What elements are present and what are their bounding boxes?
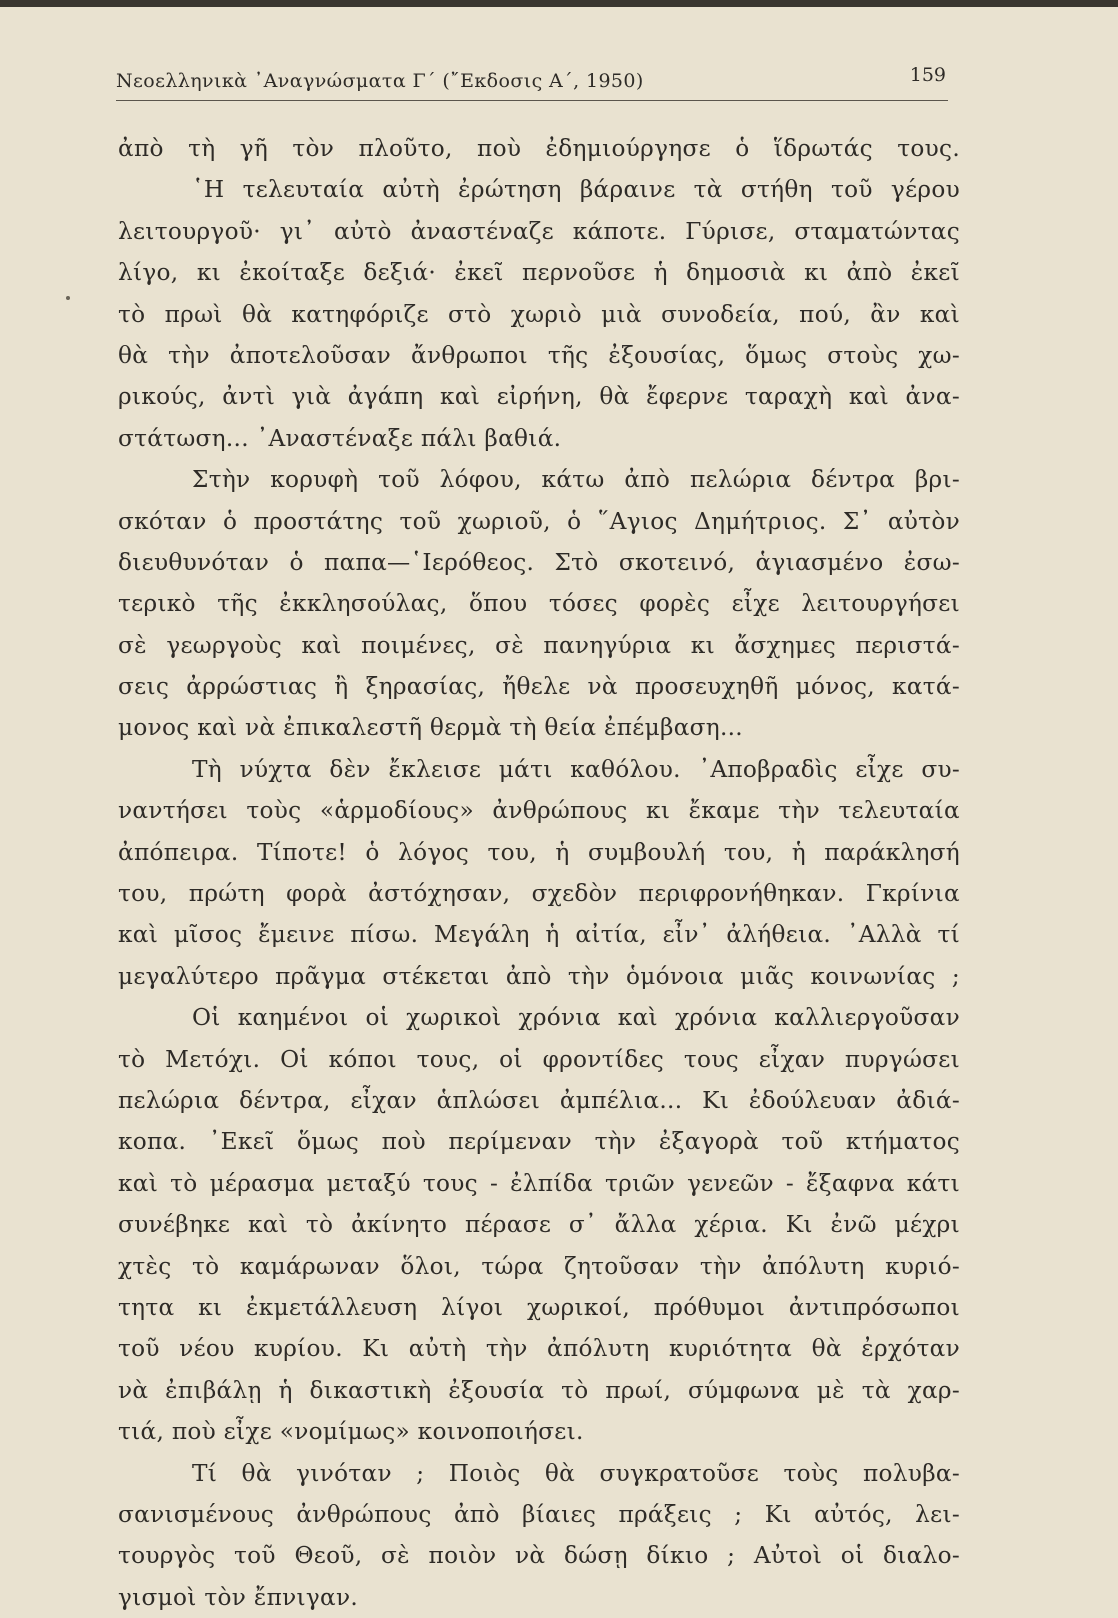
text-line: μονος καὶ νὰ ἐπικαλεστῆ θερμὰ τὴ θεία ἐπέμβαση... xyxy=(118,714,743,742)
text-line: ναντήσει τοὺς «ἁρμοδίους» ἀνθρώπους κι ἔκαμε τὴν τελευταία xyxy=(118,797,960,825)
text-line: Τί θὰ γινόταν ; Ποιὸς θὰ συγκρατοῦσε τοὺς πολυβα- xyxy=(192,1459,960,1487)
text-line: μεγαλύτερο πρᾶγμα στέκεται ἀπὸ τὴν ὁμόνοια μιᾶς κοινωνίας ; xyxy=(118,962,960,990)
text-line: λίγο, κι ἐκοίταξε δεξιά· ἐκεῖ περνοῦσε ἡ δημοσιὰ κι ἀπὸ ἐκεῖ xyxy=(118,259,960,287)
text-line: σανισμένους ἀνθρώπους ἀπὸ βίαιες πράξεις ; Κι αὐτός, λει- xyxy=(118,1500,960,1528)
header-rule xyxy=(116,100,948,101)
text-line: διευθυνόταν ὁ παπα—῾Ιερόθεος. Στὸ σκοτεινό, ἁγιασμένο ἐσω- xyxy=(118,548,960,576)
text-line: τητα κι ἐκμετάλλευση λίγοι χωρικοί, πρόθυμοι ἀντιπρόσωποι xyxy=(118,1293,960,1321)
text-line: ἀπὸ τὴ γῆ τὸν πλοῦτο, ποὺ ἐδημιούργησε ὁ ἵδρωτάς τους. xyxy=(118,135,960,162)
text-line: Τὴ νύχτα δὲν ἔκλεισε μάτι καθόλου. ᾿Αποβραδὶς εἶχε συ- xyxy=(192,755,960,783)
text-line: ῾Η τελευταία αὐτὴ ἐρώτηση βάραινε τὰ στήθη τοῦ γέρου xyxy=(192,176,960,204)
text-line: τερικὸ τῆς ἐκκλησούλας, ὅπου τόσες φορὲς εἶχε λειτουργήσει xyxy=(118,590,960,618)
text-line: κοπα. ᾿Εκεῖ ὅμως ποὺ περίμεναν τὴν ἐξαγορὰ τοῦ κτήματος xyxy=(118,1128,960,1156)
page-number: 159 xyxy=(909,64,946,86)
text-line: Οἱ καημένοι οἱ χωρικοὶ χρόνια καὶ χρόνια καλλιεργοῦσαν xyxy=(192,1004,960,1032)
text-line: τιά, ποὺ εἶχε «νομίμως» κοινοποιήσει. xyxy=(118,1418,584,1446)
text-line: καὶ τὸ μέρασμα μεταξύ τους - ἐλπίδα τριῶν γενεῶν - ἔξαφνα κάτι xyxy=(118,1169,960,1197)
margin-mark xyxy=(66,296,70,300)
text-line: πελώρια δέντρα, εἶχαν ἁπλώσει ἀμπέλια... Κι ἐδούλευαν ἀδιά- xyxy=(118,1086,960,1114)
text-line: σκόταν ὁ προστάτης τοῦ χωριοῦ, ὁ ῞Αγιος Δημήτριος. Σ᾿ αὐτὸν xyxy=(118,507,960,535)
page-header xyxy=(116,64,946,100)
text-line: νὰ ἐπιβάλῃ ἡ δικαστικὴ ἐξουσία τὸ πρωί, σύμφωνα μὲ τὰ χαρ- xyxy=(118,1376,960,1404)
text-line: λειτουργοῦ· γι᾿ αὐτὸ ἀναστέναζε κάποτε. Γύρισε, σταματώντας xyxy=(118,217,960,245)
text-line: καὶ μῖσος ἔμεινε πίσω. Μεγάλη ἡ αἰτία, εἶν᾿ ἀλήθεια. ᾿Αλλὰ τί xyxy=(118,921,960,949)
text-line: σὲ γεωργοὺς καὶ ποιμένες, σὲ πανηγύρια κι ἄσχημες περιστά- xyxy=(118,631,960,659)
text-line: του, πρώτη φορὰ ἀστόχησαν, σχεδὸν περιφρονήθηκαν. Γκρίνια xyxy=(118,880,960,908)
text-line: σεις ἀρρώστιας ἢ ξηρασίας, ἤθελε νὰ προσευχηθῆ μόνος, κατά- xyxy=(118,673,960,701)
text-line: τὸ πρωὶ θὰ κατηφόριζε στὸ χωριὸ μιὰ συνοδεία, πού, ἂν καὶ xyxy=(118,300,960,328)
body-text xyxy=(118,128,960,1618)
text-line: τὸ Μετόχι. Οἱ κόποι τους, οἱ φροντίδες τους εἶχαν πυργώσει xyxy=(118,1045,960,1073)
text-line: τοῦ νέου κυρίου. Κι αὐτὴ τὴν ἀπόλυτη κυριότητα θὰ ἐρχόταν xyxy=(118,1335,960,1363)
text-line: γισμοὶ τὸν ἔπνιγαν. xyxy=(118,1583,359,1611)
text-line: Στὴν κορυφὴ τοῦ λόφου, κάτω ἀπὸ πελώρια δέντρα βρι- xyxy=(192,466,960,494)
running-head: Νεοελληνικὰ ᾿Αναγνώσματα Γ΄ (῎Εκδοσις Α΄, 1950) xyxy=(116,70,644,92)
text-line: ἀπόπειρα. Τίποτε! ὁ λόγος του, ἡ συμβουλή του, ἡ παράκλησή xyxy=(118,838,960,866)
text-line: χτὲς τὸ καμάρωναν ὅλοι, τώρα ζητοῦσαν τὴν ἀπόλυτη κυριό- xyxy=(118,1252,960,1280)
text-line: στάτωση... ᾿Αναστέναξε πάλι βαθιά. xyxy=(118,424,562,452)
text-line: τουργὸς τοῦ Θεοῦ, σὲ ποιὸν νὰ δώσῃ δίκιο ; Αὐτοὶ οἱ διαλο- xyxy=(118,1542,960,1570)
text-line: ρικούς, ἀντὶ γιὰ ἀγάπη καὶ εἰρήνη, θὰ ἔφερνε ταραχὴ καὶ ἀνα- xyxy=(118,383,960,411)
text-line: συνέβηκε καὶ τὸ ἀκίνητο πέρασε σ᾿ ἄλλα χέρια. Κι ἐνῶ μέχρι xyxy=(118,1211,960,1239)
text-line: θὰ τὴν ἀποτελοῦσαν ἄνθρωποι τῆς ἐξουσίας, ὅμως στοὺς χω- xyxy=(118,341,960,369)
